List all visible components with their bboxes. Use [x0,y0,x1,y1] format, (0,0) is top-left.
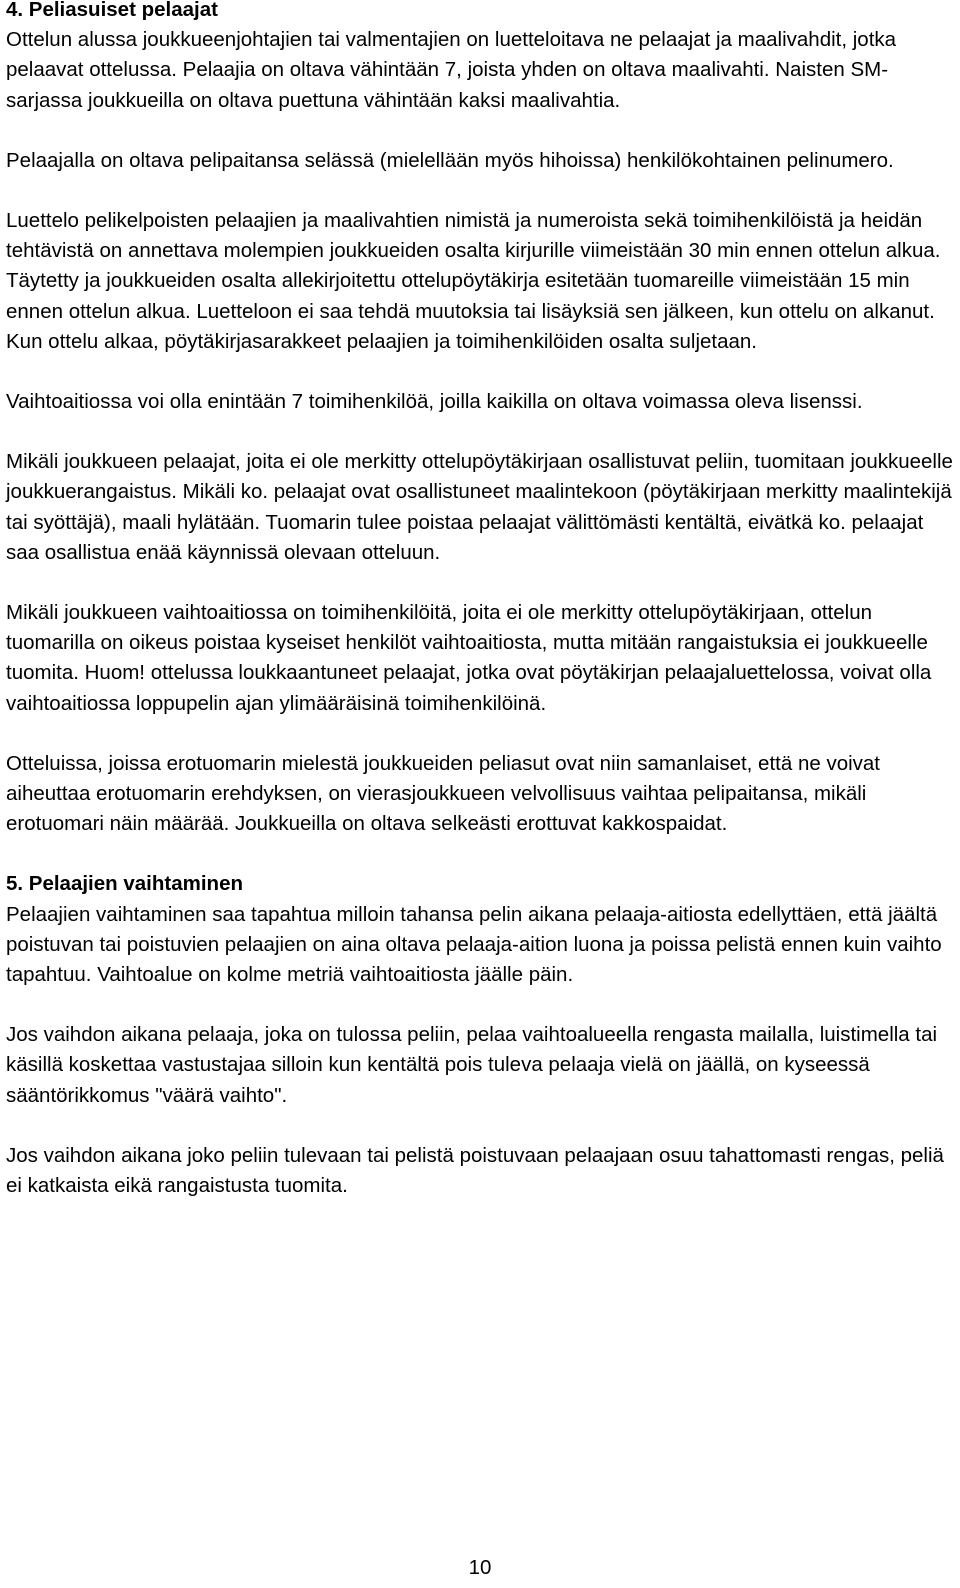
section-heading: 4. Peliasuiset pelaajat [6,0,218,21]
paragraph: Jos vaihdon aikana pelaaja, joka on tulossa peliin, pelaa vaihtoalueella rengasta mailalla, luistimella tai käsillä koskettaa vastustajaa silloin kun kentältä pois tuleva pelaaja vielä on jäällä, on kyseessä sääntörikkomus "väärä vaihto". [6,1023,938,1107]
paragraph: Pelaajien vaihtaminen saa tapahtua milloin tahansa pelin aikana pelaaja-aitiosta edellyttäen, että jäältä poistuvan tai poistuvien pelaajien on aina oltava pelaaja-aition luona ja poissa pelistä ennen kuin vaihto tapahtuu. Vaihtoalue on kolme metriä vaihtoaitiosta jäälle päin. [6,902,942,987]
paragraph: Ottelun alussa joukkueenjohtajien tai valmentajien on luetteloitava ne pelaajat ja maalivahdit, jotka pelaavat ottelussa. Pelaajia on oltava vähintään 7, joista yhden on oltava maalivahti. Naisten SM-sarjassa joukkueilla on oltava puettuna vähintään kaksi maalivahtia. [6,28,897,112]
paragraph: Mikäli joukkueen pelaajat, joita ei ole merkitty ottelupöytäkirjaan osallistuvat peliin, tuomitaan joukkueelle joukkuerangaistus. Mikäli ko. pelaajat ovat osallistuneet maalintekoon (pöytäkirjaan merkitty maalintekijä tai syöttäjä), maali hylätään. Tuomarin tulee poistaa pelaajat välittömästi kentältä, eivätkä ko. pelaajat saa osallistua enää käynnissä olevaan otteluun. [6,450,953,564]
paragraph: Vaihtoaitiossa voi olla enintään 7 toimihenkilöä, joilla kaikilla on oltava voimassa oleva lisenssi. [6,390,863,414]
paragraph: Pelaajalla on oltava pelipaitansa selässä (mielellään myös hihoissa) henkilökohtainen pelinumero. [6,148,894,172]
section-peliasuiset-pelaajat [6,0,954,839]
section-pelaajien-vaihtaminen [6,869,954,1201]
page-number: 10 [468,1556,492,1579]
section-heading: 5. Pelaajien vaihtaminen [6,872,243,896]
paragraph: Otteluissa, joissa erotuomarin mielestä joukkueiden peliasut ovat niin samanlaiset, että ne voivat aiheuttaa erotuomarin erehdyksen, on vierasjoukkueen velvollisuus vaihtaa pelipaitansa, mikäli erotuomari näin määrää. Joukkueilla on oltava selkeästi erottuvat kakkospaidat. [6,751,880,836]
paragraph: Luettelo pelikelpoisten pelaajien ja maalivahtien nimistä ja numeroista sekä toimihenkilöistä ja heidän tehtävistä on annettava molempien joukkueiden osalta kirjurille viimeistään 30 min ennen ottelun alkua. Täytetty ja joukkueiden osalta allekirjoitettu ottelupöytäkirja esitetään tuomareille viimeistään 15 min ennen ottelun alkua. Luetteloon ei saa tehdä muutoksia tai lisäyksiä sen jälkeen, kun ottelu on alkanut. Kun ottelu alkaa, pöytäkirjasarakkeet pelaajien ja toimihenkilöiden osalta suljetaan. [6,209,941,353]
paragraph: Jos vaihdon aikana joko peliin tulevaan tai pelistä poistuvaan pelaajaan osuu tahattomasti rengas, peliä ei katkaista eikä rangaistusta tuomita. [6,1143,944,1198]
document-page [6,0,954,1201]
paragraph: Mikäli joukkueen vaihtoaitiossa on toimihenkilöitä, joita ei ole merkitty ottelupöytäkirjaan, ottelun tuomarilla on oikeus poistaa kyseiset henkilöt vaihtoaitiosta, mutta mitään rangaistuksia ei joukkueelle tuomita. Huom! ottelussa loukkaantuneet pelaajat, jotka ovat pöytäkirjan pelaajaluettelossa, voivat olla vaihtoaitiossa loppupelin ajan ylimääräisinä toimihenkilöinä. [6,601,932,715]
